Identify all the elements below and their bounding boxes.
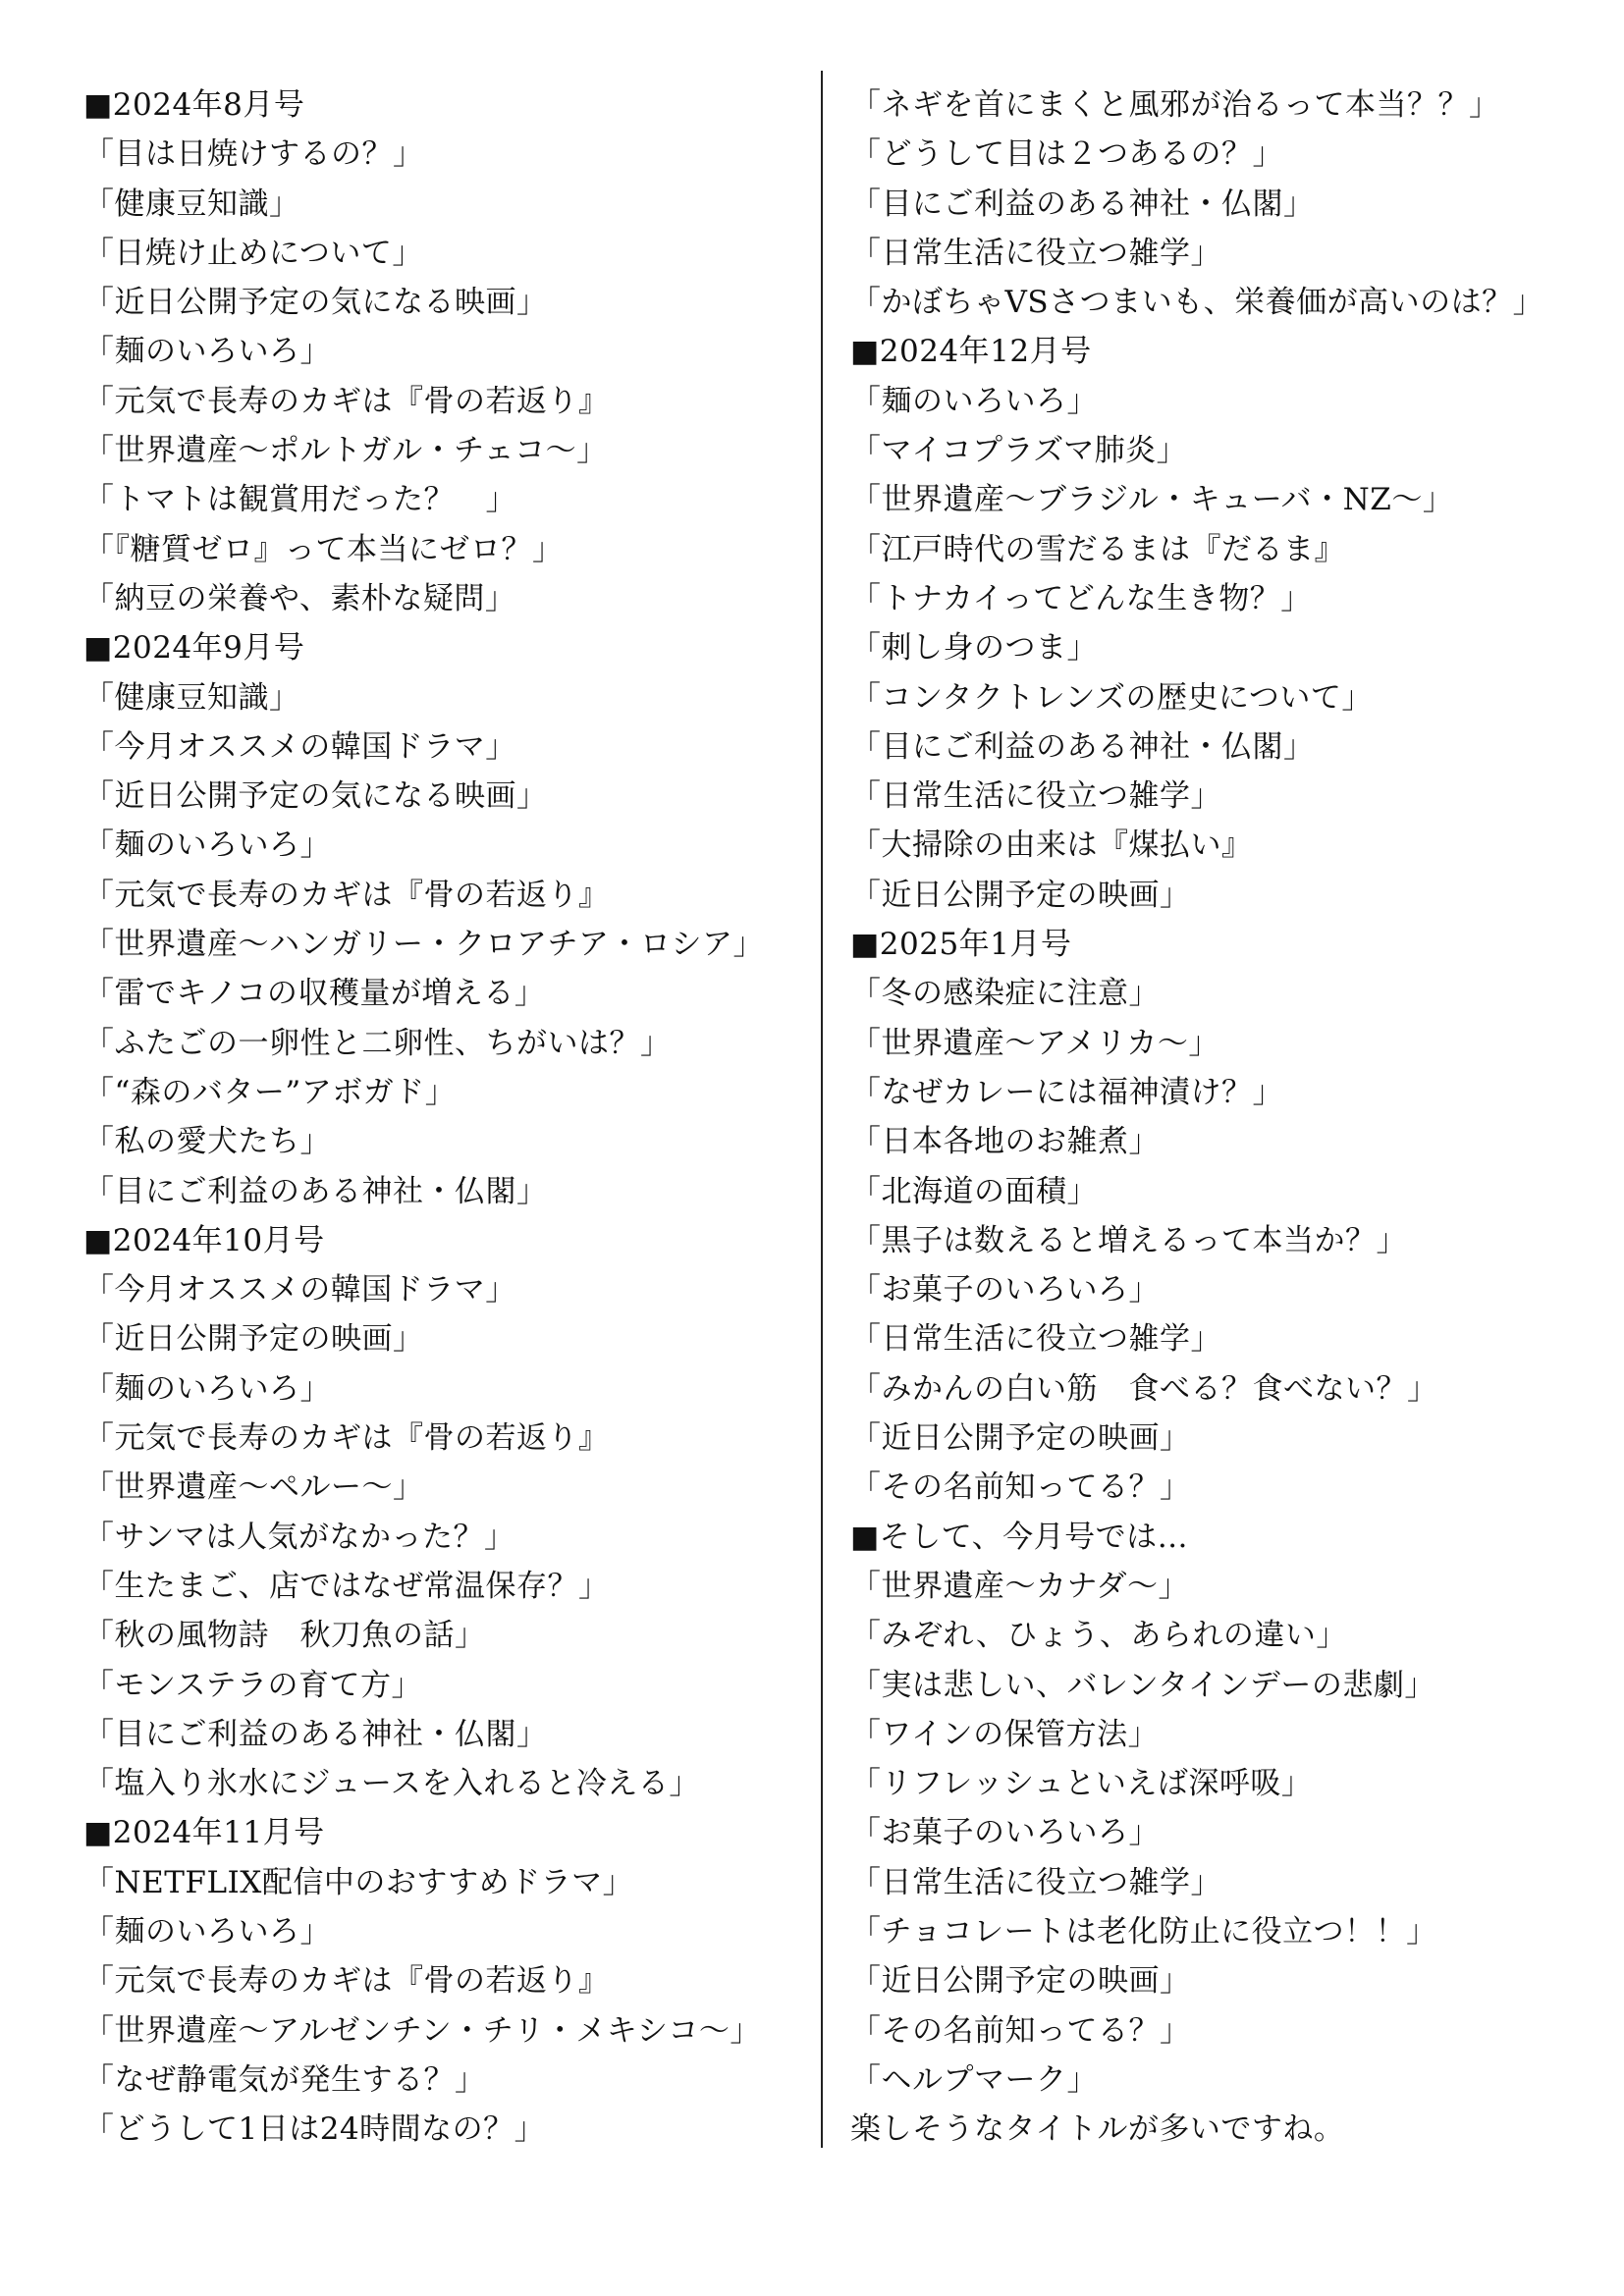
article-title: 「元気で長寿のカギは『骨の若返り』 bbox=[83, 1963, 610, 2000]
article-title: 「マイコプラズマ肺炎」 bbox=[850, 433, 1188, 469]
article-title: 「黒子は数えると増えるって本当か？」 bbox=[850, 1222, 1407, 1258]
article-title: 「ネギを首にまくと風邪が治るって本当？？」 bbox=[850, 87, 1500, 123]
article-title: 「世界遺産～ブラジル・キューバ・NZ～」 bbox=[850, 482, 1454, 518]
article-title: 「かぼちゃVSさつまいも、栄養価が高いのは？」 bbox=[850, 285, 1544, 321]
issue-heading: ■2024年12月号 bbox=[850, 334, 1092, 370]
article-title: 「世界遺産～ポルトガル・チェコ～」 bbox=[83, 433, 608, 469]
article-title: 「日常生活に役立つ雑学」 bbox=[850, 1321, 1221, 1358]
article-title: 「日常生活に役立つ雑学」 bbox=[850, 235, 1221, 271]
article-title: 「世界遺産～アメリカ～」 bbox=[850, 1025, 1219, 1061]
article-title: 「どうして目は２つあるの？」 bbox=[850, 136, 1283, 173]
article-title: 「目にご利益のある神社・仏閣」 bbox=[83, 1716, 548, 1752]
article-title: 「刺し身のつま」 bbox=[850, 630, 1098, 667]
article-title: 「なぜ静電気が発生する？」 bbox=[83, 2061, 486, 2098]
article-title: 「麺のいろいろ」 bbox=[850, 383, 1098, 419]
article-title: 「日常生活に役立つ雑学」 bbox=[850, 1864, 1221, 1900]
issue-heading: ■2024年10月号 bbox=[83, 1222, 325, 1258]
article-title: 「日焼け止めについて」 bbox=[83, 235, 423, 271]
article-title: 「日本各地のお雑煮」 bbox=[850, 1124, 1160, 1160]
article-title: 「北海道の面積」 bbox=[850, 1173, 1098, 1209]
article-title: 「『糖質ゼロ』って本当にゼロ？」 bbox=[83, 531, 564, 567]
article-title: 「世界遺産～ハンガリー・クロアチア・ロシア」 bbox=[83, 927, 764, 963]
article-title: 「近日公開予定の映画」 bbox=[850, 1963, 1191, 2000]
article-title: 「近日公開予定の映画」 bbox=[850, 1420, 1191, 1457]
issue-heading: ■そして、今月号では… bbox=[850, 1519, 1189, 1555]
article-title: 「元気で長寿のカギは『骨の若返り』 bbox=[83, 1420, 610, 1457]
article-title: 「目は日焼けするの？」 bbox=[83, 136, 424, 173]
article-title: 「お菓子のいろいろ」 bbox=[850, 1272, 1160, 1308]
article-title: 「世界遺産～カナダ～」 bbox=[850, 1568, 1189, 1604]
article-title: 「実は悲しい、バレンタインデーの悲劇」 bbox=[850, 1667, 1435, 1703]
article-title: 「塩入り氷水にジュースを入れると冷える」 bbox=[83, 1766, 700, 1802]
article-title: 「大掃除の由来は『煤払い』 bbox=[850, 828, 1253, 864]
article-title: 「ふたごの一卵性と二卵性、ちがいは？」 bbox=[83, 1025, 672, 1061]
article-title: 「サンマは人気がなかった？」 bbox=[83, 1519, 515, 1555]
article-title: 「ワインの保管方法」 bbox=[850, 1716, 1160, 1752]
article-title: 「リフレッシュといえば深呼吸」 bbox=[850, 1766, 1313, 1802]
article-title: 「ヘルプマーク」 bbox=[850, 2061, 1098, 2098]
article-title: 「江戸時代の雪だるまは『だるま』 bbox=[850, 531, 1345, 567]
article-title: 「今月オススメの韓国ドラマ」 bbox=[83, 728, 516, 765]
article-title: 「目にご利益のある神社・仏閣」 bbox=[83, 1173, 548, 1209]
issue-heading: ■2024年11月号 bbox=[83, 1815, 325, 1851]
article-title: 「麺のいろいろ」 bbox=[83, 334, 331, 370]
article-title: 「世界遺産～アルゼンチン・チリ・メキシコ～」 bbox=[83, 2012, 761, 2049]
article-title: 「雷でキノコの収穫量が増える」 bbox=[83, 976, 546, 1012]
article-title: 「チョコレートは老化防止に役立つ！！」 bbox=[850, 1913, 1437, 1949]
article-title: 「トマトは観賞用だった？ 」 bbox=[83, 482, 516, 518]
right-column bbox=[850, 80, 1577, 2154]
article-title: 「みかんの白い筋 食べる？食べない？」 bbox=[850, 1370, 1438, 1407]
article-title: 「目にご利益のある神社・仏閣」 bbox=[850, 186, 1315, 222]
article-title: 「健康豆知識」 bbox=[83, 679, 300, 716]
article-title: 「麺のいろいろ」 bbox=[83, 1913, 331, 1949]
article-title: 「お菓子のいろいろ」 bbox=[850, 1815, 1160, 1851]
issue-heading: ■2025年1月号 bbox=[850, 927, 1072, 963]
article-title: 「モンステラの育て方」 bbox=[83, 1667, 422, 1703]
article-title: 「日常生活に役立つ雑学」 bbox=[850, 778, 1221, 815]
article-title: 「麺のいろいろ」 bbox=[83, 1370, 331, 1407]
article-title: 「近日公開予定の気になる映画」 bbox=[83, 285, 548, 321]
article-title: 「元気で長寿のカギは『骨の若返り』 bbox=[83, 877, 610, 913]
article-title: 「生たまご、店ではなぜ常温保存？」 bbox=[83, 1568, 610, 1604]
article-title: 「どうして1日は24時間なの？」 bbox=[83, 2111, 546, 2148]
article-title: 「麺のいろいろ」 bbox=[83, 828, 331, 864]
article-title: 「目にご利益のある神社・仏閣」 bbox=[850, 728, 1315, 765]
issue-heading: ■2024年9月号 bbox=[83, 630, 305, 667]
article-title: 「その名前知ってる？」 bbox=[850, 1469, 1191, 1506]
issue-heading: ■2024年8月号 bbox=[83, 87, 305, 123]
article-title: 「秋の風物詩 秋刀魚の話」 bbox=[83, 1618, 486, 1654]
article-title: 「冬の感染症に注意」 bbox=[850, 976, 1160, 1012]
article-title: 「私の愛犬たち」 bbox=[83, 1124, 331, 1160]
article-title: 「みぞれ、ひょう、あられの違い」 bbox=[850, 1618, 1347, 1654]
left-column bbox=[83, 80, 810, 2154]
article-title: 「元気で長寿のカギは『骨の若返り』 bbox=[83, 383, 610, 419]
article-title: 「なぜカレーには福神漬け？」 bbox=[850, 1074, 1283, 1110]
article-title: 「健康豆知識」 bbox=[83, 186, 300, 222]
column-divider bbox=[821, 71, 823, 2148]
article-title: 「近日公開予定の映画」 bbox=[83, 1321, 424, 1358]
article-title: 「世界遺産～ペルー～」 bbox=[83, 1469, 424, 1506]
article-title: 「納豆の栄養や、素朴な疑問」 bbox=[83, 580, 516, 616]
article-title: 「近日公開予定の映画」 bbox=[850, 877, 1191, 913]
article-title: 「トナカイってどんな生き物？」 bbox=[850, 580, 1312, 616]
article-title: 「今月オススメの韓国ドラマ」 bbox=[83, 1272, 516, 1308]
article-title: 「近日公開予定の気になる映画」 bbox=[83, 778, 548, 815]
article-title: 「NETFLIX配信中のおすすめドラマ」 bbox=[83, 1864, 634, 1900]
closing-remark: 楽しそうなタイトルが多いですね。 bbox=[850, 2111, 1345, 2148]
article-title: 「“森のバター”アボガド」 bbox=[83, 1074, 457, 1110]
article-title: 「その名前知ってる？」 bbox=[850, 2012, 1191, 2049]
article-title: 「コンタクトレンズの歴史について」 bbox=[850, 679, 1373, 716]
